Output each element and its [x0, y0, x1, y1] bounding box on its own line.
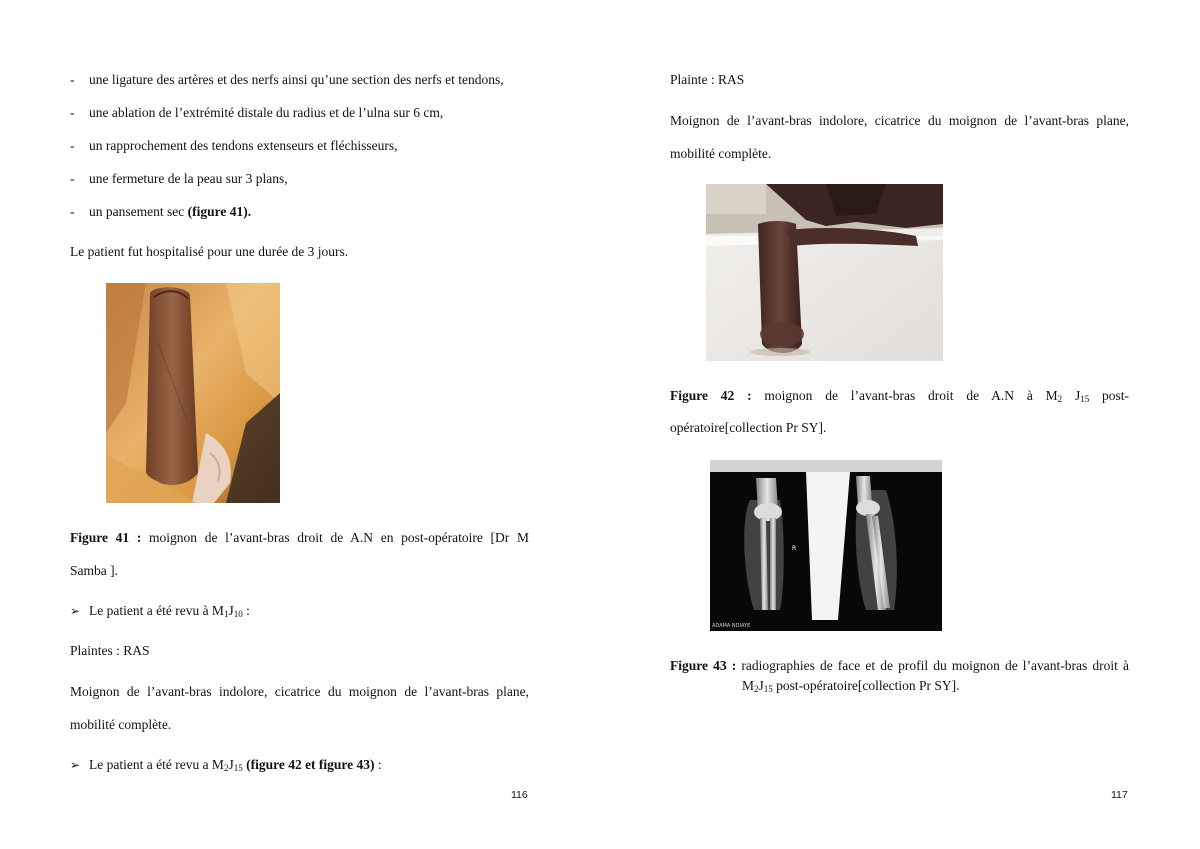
xray-marker-label: R — [792, 545, 797, 552]
figure-41-caption-line1 — [70, 529, 529, 547]
figure-42-caption-line2: opératoire[collection Pr SY]. — [670, 420, 827, 435]
bullet-text: un pansement sec — [89, 204, 188, 219]
hospital-stay-text: Le patient fut hospitalisé pour une durée de 3 jours. — [70, 244, 349, 259]
figure-41-photo — [106, 283, 280, 503]
bullet-text: une fermeture de la peau sur 3 plans, — [89, 171, 288, 186]
figure-43-caption-line1: Figure 43 : radiographies de face et de profil du moignon de l’avant-bras droit à — [670, 658, 1129, 673]
bullet-item — [70, 71, 504, 89]
bullet-dash: - — [70, 72, 75, 87]
stump-photo-image — [106, 283, 280, 503]
page-number: 117 — [1111, 789, 1128, 801]
complaint-text: Plainte : RAS — [670, 72, 745, 87]
figure-43-caption-line2: $M_2J_{15}$ post-opératoire[collection Pr SY]. — [742, 678, 960, 694]
stump-description-line1: Moignon de l’avant-bras indolore, cicatrice du moignon de l’avant-bras plane, — [670, 113, 1129, 128]
page-right — [600, 0, 1200, 849]
stump-description-line2: mobilité complète. — [70, 717, 172, 732]
bullet-text: une ablation de l’extrémité distale du radius et de l’ulna sur 6 cm, — [89, 105, 444, 120]
bullet-text: une ligature des artères et des nerfs ainsi qu’une section des nerfs et tendons, — [89, 72, 504, 87]
figure-42-caption-line1: Figure 42 : moignon de l’avant-bras droit de A.N à $M_2$ $J_{15}$ post- — [670, 388, 1130, 404]
follow-up-m1j10: ➢ Le patient a été revu à $M_1J_{10}$ : — [70, 603, 250, 619]
bullet-dash: - — [70, 204, 75, 219]
xray-footer-label: ADAMA NDIAYE — [712, 623, 751, 629]
arrow-bullet-icon: ➢ — [70, 604, 81, 618]
bullet-item — [70, 170, 288, 188]
bullet-dash: - — [70, 105, 75, 120]
figure-41-label: Figure 41 : — [70, 530, 142, 545]
figure-41-caption-line2: Samba ]. — [70, 563, 118, 578]
figure-41-caption-text: moignon de l’avant-bras droit de A.N en post-opératoire [Dr M — [149, 530, 529, 545]
figure-reference: (figure 42 et figure 43) — [242, 757, 375, 772]
bullet-item — [70, 137, 398, 155]
bullet-dash: - — [70, 171, 75, 186]
figure-reference: (figure 41). — [187, 204, 252, 219]
figure-43-xray — [710, 460, 942, 631]
arrow-bullet-icon: ➢ — [70, 758, 81, 772]
page-number: 116 — [511, 789, 528, 801]
stump-description-line1: Moignon de l’avant-bras indolore, cicatrice du moignon de l’avant-bras plane, — [70, 684, 529, 699]
stump-description-line2: mobilité complète. — [670, 146, 772, 161]
bullet-item — [70, 203, 251, 221]
figure-43-label: Figure 43 : — [670, 658, 737, 673]
bullet-item — [70, 104, 443, 122]
follow-up-m2j15: ➢ Le patient a été revu a $M_2J_{15}$ (figure 42 et figure 43) : — [70, 757, 382, 773]
bullet-text: un rapprochement des tendons extenseurs et fléchisseurs, — [89, 138, 398, 153]
stump-photo-image — [706, 184, 943, 361]
complaints-text: Plaintes : RAS — [70, 643, 150, 658]
figure-42-photo — [706, 184, 943, 361]
xray-image — [710, 460, 942, 631]
figure-42-label: Figure 42 : — [670, 388, 752, 403]
bullet-dash: - — [70, 138, 75, 153]
